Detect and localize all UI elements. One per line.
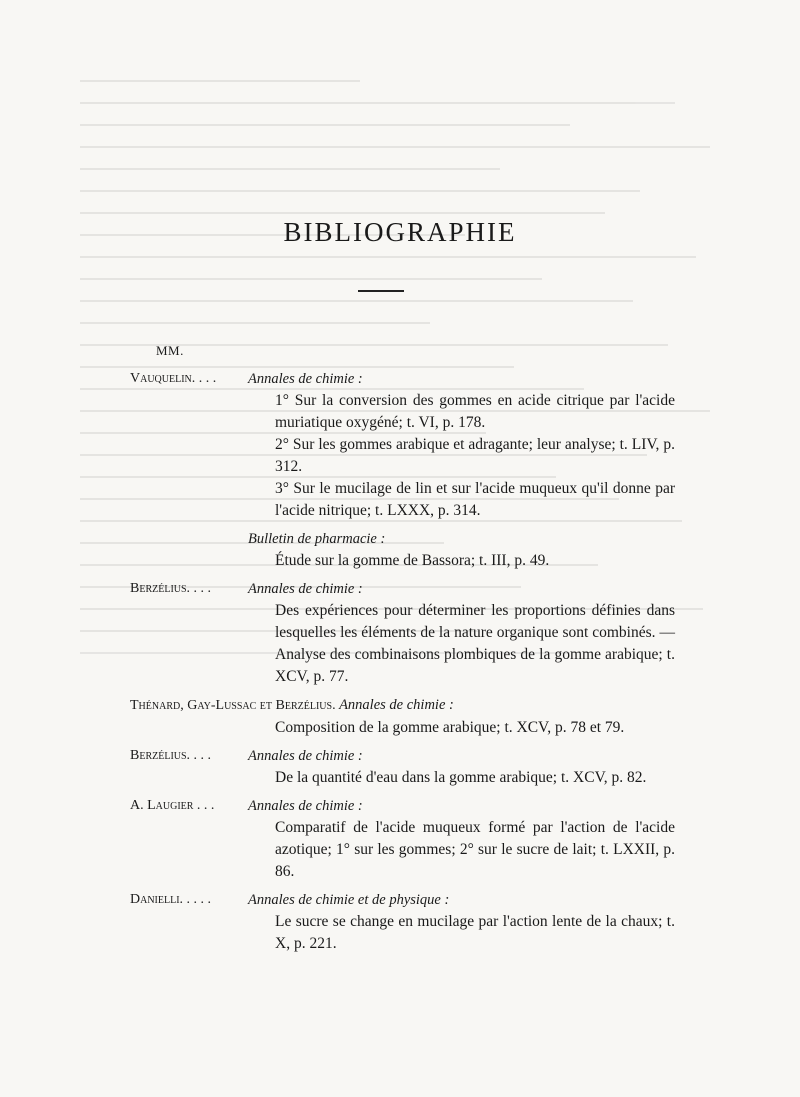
entry-item: Des expériences pour déterminer les proportions définies dans lesquelles les éléments de la nature organique sont combinés. — Analyse des combinaisons plombiques de la gomme arabique; t. XCV, p. 77. xyxy=(275,602,675,685)
entry-journal: Annales de chimie : xyxy=(248,798,363,814)
entry-journal: Annales de chimie et de physique : xyxy=(248,892,450,908)
entry-item: De la quantité d'eau dans la gomme arabique; t. XCV, p. 82. xyxy=(275,769,647,786)
bibliography-entry xyxy=(130,745,675,789)
title-rule xyxy=(358,290,404,292)
entry-item: Étude sur la gomme de Bassora; t. III, p. 49. xyxy=(275,552,550,569)
entry-author: Berzélius. . . . xyxy=(130,581,212,596)
bibliography-entry xyxy=(130,694,675,739)
entry-item: Comparatif de l'acide muqueux formé par l'action de l'acide azotique; 1° sur les gommes; 2° sur le sucre de lait; t. LXXII, p. 86. xyxy=(275,819,675,880)
bibliography-entry xyxy=(130,889,675,955)
entry-journal: Annales de chimie : xyxy=(248,748,363,764)
entry-author: Thénard, Gay-Lussac et Berzélius. xyxy=(130,698,336,713)
bibliography-entry xyxy=(130,795,675,883)
entry-author: Berzélius. . . . xyxy=(130,748,212,763)
entry-journal-secondary: Bulletin de pharmacie : xyxy=(248,531,386,547)
entry-author: Danielli. . . . . xyxy=(130,892,212,907)
entry-item: Le sucre se change en mucilage par l'action lente de la chaux; t. X, p. 221. xyxy=(275,913,675,952)
entry-item: Composition de la gomme arabique; t. XCV, p. 78 et 79. xyxy=(275,719,625,736)
entry-item: 2° Sur les gommes arabique et adragante; leur analyse; t. LIV, p. 312. xyxy=(275,436,675,475)
page-title: BIBLIOGRAPHIE xyxy=(283,217,517,247)
entry-journal: Annales de chimie : xyxy=(339,697,454,713)
bibliography-list xyxy=(130,340,675,955)
entry-item: 1° Sur la conversion des gommes en acide citrique par l'acide muriatique oxygéné; t. VI, p. 178. xyxy=(275,392,675,431)
entry-journal: Annales de chimie : xyxy=(248,371,363,387)
bibliography-entry xyxy=(130,578,675,688)
entry-item: 3° Sur le mucilage de lin et sur l'acide muqueux qu'il donne par l'acide nitrique; t. LXXX, p. 314. xyxy=(275,480,675,519)
entry-author: A. Laugier . . . xyxy=(130,798,215,813)
entry-author: Vauquelin. . . . xyxy=(130,371,217,386)
mm-label: MM. xyxy=(156,343,184,358)
bibliography-entry xyxy=(130,368,675,572)
entry-journal: Annales de chimie : xyxy=(248,581,363,597)
